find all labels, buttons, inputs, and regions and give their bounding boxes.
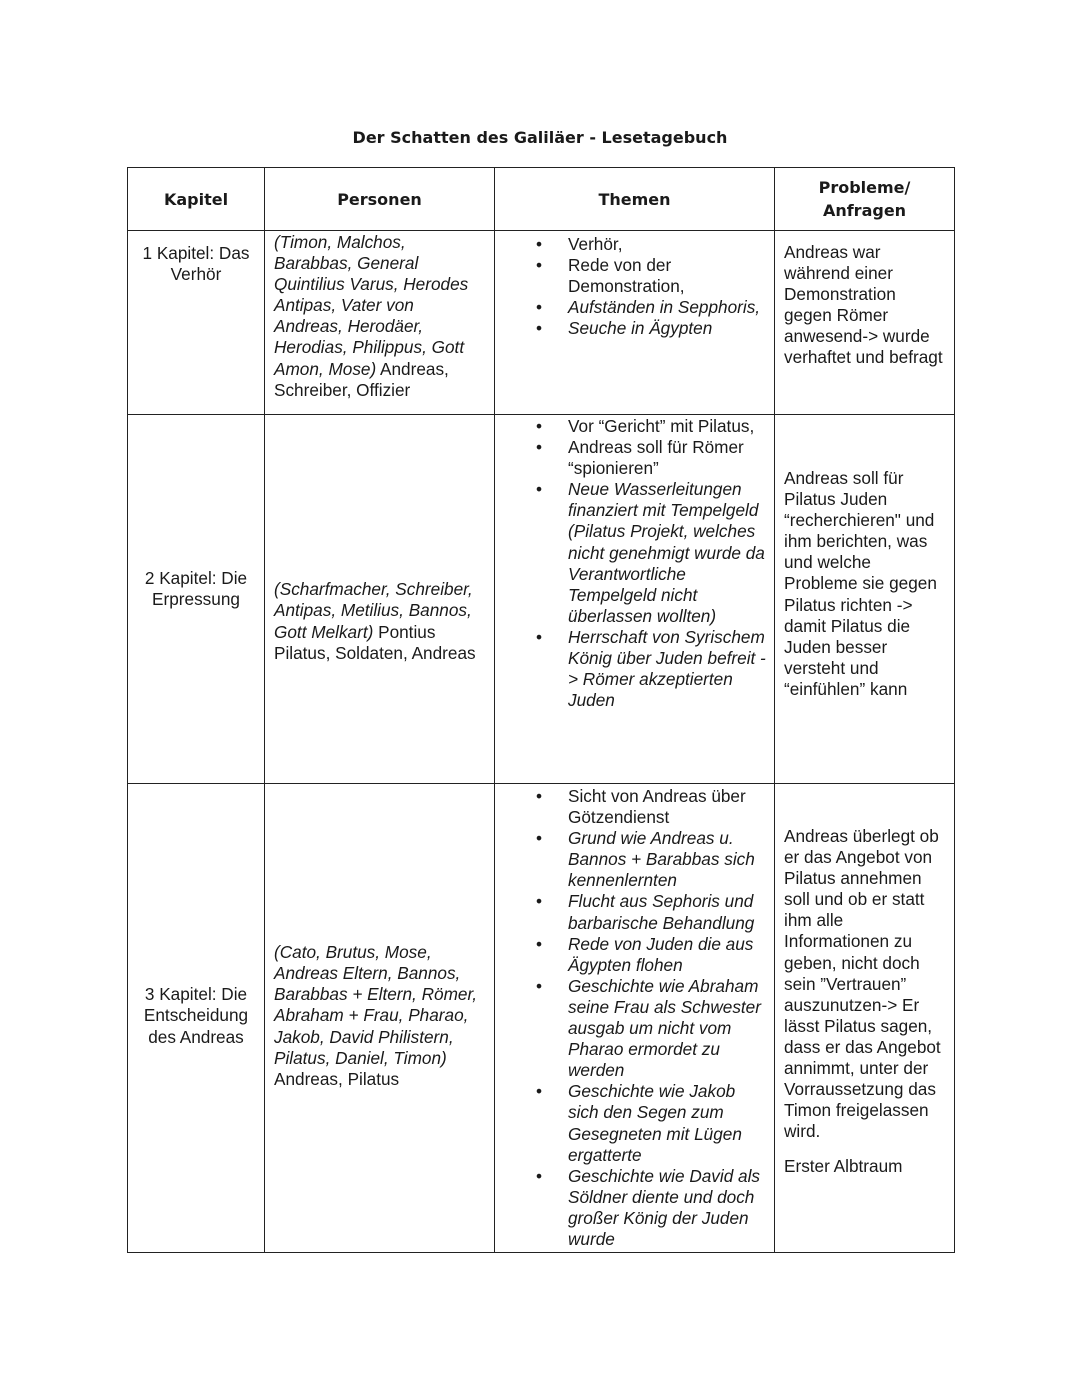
persons-cell <box>265 231 495 415</box>
chapter-label: 2 Kapitel: Die Erpressung <box>144 567 248 609</box>
table-row <box>128 415 955 784</box>
theme-item: • Vor “Gericht” mit Pilatus, <box>495 416 770 437</box>
theme-item: • Flucht aus Sephoris und barbarische Behandlung <box>495 891 770 933</box>
theme-item: • Herrschaft von Syrischem König über Juden befreit -> Römer akzeptierten Juden <box>495 627 770 711</box>
theme-item: • Geschichte wie Jakob sich den Segen zum Gesegneten mit Lügen ergatterte <box>495 1081 770 1165</box>
theme-item: • Verhör, <box>495 234 770 255</box>
themes-list <box>495 416 770 711</box>
persons-regular: Andreas, Pilatus <box>274 1068 400 1089</box>
problems-text: Andreas überlegt ob er das Angebot von Pilatus annehmen soll und ob er statt ihm alle Informationen zu geben, nicht doch sein ”Vertrauen” auszunutzen-> Er lässt Pilatus sagen, dass er das Angebot annimmt, unter der Vorraussetzung das Timon freigelassen wird. <box>784 826 941 1142</box>
header-themen: Themen <box>495 168 775 231</box>
problems-extra: Erster Albtraum <box>784 1156 903 1177</box>
persons-italic: (Timon, Malchos, Barabbas, General Quintilius Varus, Herodes Antipas, Vater von Andreas, Herodäer, Herodias, Philippus, Gott Amon, Mose) <box>274 232 469 379</box>
problems-cell <box>775 784 955 1253</box>
themes-cell <box>495 415 775 784</box>
theme-item: • Aufständen in Sepphoris, <box>495 297 770 318</box>
theme-item: • Rede von der Demonstration, <box>495 255 770 297</box>
problems-cell <box>775 415 955 784</box>
theme-item: • Sicht von Andreas über Götzendienst <box>495 786 770 828</box>
persons-regular: Andreas, Schreiber, Offizier <box>274 358 449 400</box>
chapter-cell <box>128 231 265 415</box>
problems-cell <box>775 231 955 415</box>
themes-cell <box>495 784 775 1253</box>
document-title: Der Schatten des Galiläer - Lesetagebuch <box>352 128 728 147</box>
chapter-cell <box>128 415 265 784</box>
table-header-row <box>128 168 955 231</box>
theme-item: • Grund wie Andreas u. Bannos + Barabbas sich kennenlernten <box>495 828 770 891</box>
header-personen: Personen <box>265 168 495 231</box>
theme-item: • Geschichte wie David als Söldner diente und doch großer König der Juden wurde <box>495 1166 770 1250</box>
persons-regular: Pontius Pilatus, Soldaten, Andreas <box>274 621 476 663</box>
header-probleme <box>775 168 955 231</box>
persons-italic: (Cato, Brutus, Mose, Andreas Eltern, Bannos, Barabbas + Eltern, Römer, Abraham + Frau, Pharao, Jakob, David Philistern, Pilatus, Daniel, Timon) <box>274 942 478 1068</box>
problems-text: Andreas soll für Pilatus Juden “recherchieren" und ihm berichten, was und welche Probleme sie gegen Pilatus richten -> damit Pilatus die Juden besser versteht und “einfühlen” kann <box>784 467 937 699</box>
reading-log-table <box>127 167 955 1253</box>
theme-item: • Geschichte wie Abraham seine Frau als Schwester ausgab um nicht vom Pharao ermordet zu werden <box>495 976 770 1081</box>
persons-cell <box>265 784 495 1253</box>
theme-item: • Neue Wasserleitungen finanziert mit Tempelgeld (Pilatus Projekt, welches nicht genehmigt wurde da Verantwortliche Tempelgeld nicht überlassen wollten) <box>495 479 770 627</box>
persons-cell <box>265 415 495 784</box>
theme-item: • Seuche in Ägypten <box>495 318 770 339</box>
chapter-cell <box>128 784 265 1253</box>
header-kapitel: Kapitel <box>128 168 265 231</box>
table-row <box>128 231 955 415</box>
spacer <box>784 1142 948 1156</box>
theme-item: • Rede von Juden die aus Ägypten flohen <box>495 934 770 976</box>
themes-list <box>495 786 770 1250</box>
chapter-label: 3 Kapitel: Die Entscheidung des Andreas <box>143 984 249 1047</box>
chapter-label: 1 Kapitel: Das Verhör <box>142 243 250 285</box>
persons-italic: (Scharfmacher, Schreiber, Antipas, Metilius, Bannos, Gott Melkart) <box>274 579 473 642</box>
theme-item: • Andreas soll für Römer “spionieren” <box>495 437 770 479</box>
themes-cell <box>495 231 775 415</box>
header-probleme-label: Probleme/ Anfragen <box>818 178 911 220</box>
problems-text: Andreas war während einer Demonstration gegen Römer anwesend-> wurde verhaftet und befragt <box>784 242 943 368</box>
table-row <box>128 784 955 1253</box>
themes-list <box>495 234 770 339</box>
